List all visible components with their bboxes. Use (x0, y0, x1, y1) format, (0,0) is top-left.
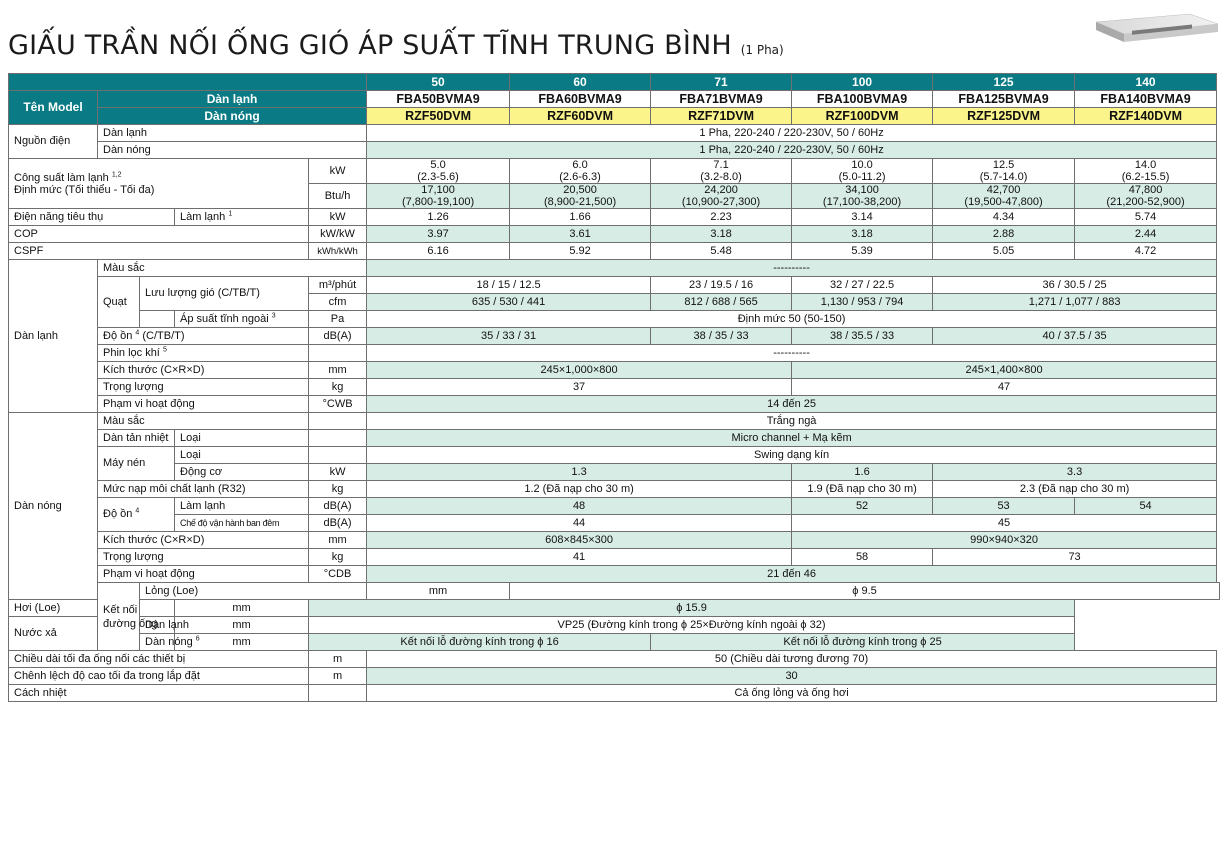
indoor-model: FBA71BVMA9 (651, 91, 792, 108)
max-length-row (9, 651, 1220, 668)
power-input-sup: 1 (228, 209, 233, 217)
outdoor-weight-row (9, 549, 1220, 566)
comp-motor-value: 3.3 (933, 464, 1217, 481)
airflow-label: Lưu lượng gió (C/TB/T) (140, 277, 309, 311)
capacity-btu-cell (792, 184, 933, 209)
indoor-model: FBA100BVMA9 (792, 91, 933, 108)
indoor-color-row (9, 260, 1220, 277)
comp-label: Máy nén (98, 447, 175, 481)
model-header (9, 91, 98, 125)
comp-type-label: Loại (175, 447, 309, 464)
drain-indoor-value: VP25 (Đường kính trong ϕ 25×Đường kính ngoài ϕ 32) (309, 617, 1075, 634)
gas-value: ϕ 15.9 (309, 600, 1075, 617)
capacity-kw-cell (933, 159, 1075, 184)
indoor-color-label: Màu sắc (98, 260, 367, 277)
capacity-btu-range: (8,900-21,500) (543, 196, 617, 208)
capacity-btu-range: (19,500-47,800) (964, 196, 1043, 208)
airflow-unit-m3: m³/phút (309, 277, 367, 294)
power-input-value: 5.74 (1075, 209, 1217, 226)
airflow-cfm-value: 1,271 / 1,077 / 883 (933, 294, 1217, 311)
capacity-kw-cell (792, 159, 933, 184)
drain-outdoor-label-text: Dàn nóng (145, 635, 193, 648)
hx-type-label: Loại (175, 430, 309, 447)
capacity-kw: 10.0 (851, 159, 873, 171)
ceiling-duct-unit-image (1092, 6, 1220, 46)
hx-row (9, 430, 1220, 447)
size-row-blank (9, 74, 367, 91)
outdoor-noise-cool-unit: dB(A) (309, 498, 367, 515)
indoor-weight-row (9, 379, 1220, 396)
filter-sup: 5 (162, 345, 167, 353)
outdoor-color-row (9, 413, 1220, 430)
outdoor-model: RZF71DVM (651, 108, 792, 125)
indoor-noise-unit: dB(A) (309, 328, 367, 345)
capacity-kw-range: (2.6-6.3) (559, 171, 601, 183)
indoor-range-row (9, 396, 1220, 413)
airflow-m3-value: 32 / 27 / 22.5 (792, 277, 933, 294)
outdoor-dims-row (9, 532, 1220, 549)
drain-label: Nước xả (9, 617, 140, 651)
capacity-kw-cell (1075, 159, 1217, 184)
indoor-model: FBA60BVMA9 (510, 91, 651, 108)
outdoor-noise-sup: 4 (135, 507, 140, 515)
gas-row (9, 600, 1220, 617)
cspf-value: 5.92 (510, 243, 651, 260)
outdoor-noise-night-value: 45 (792, 515, 1217, 532)
outdoor-noise-label-text: Độ ồn (103, 508, 133, 520)
cop-value: 2.44 (1075, 226, 1217, 243)
refrigerant-row (9, 481, 1220, 498)
outdoor-noise-cool-value: 54 (1075, 498, 1217, 515)
gas-unit: mm (175, 600, 309, 617)
indoor-weight-unit: kg (309, 379, 367, 396)
capacity-kw-row (9, 159, 1220, 184)
indoor-noise-row (9, 328, 1220, 345)
power-outdoor-label: Dàn nóng (98, 142, 367, 159)
outdoor-noise-night-label: Chế độ vận hành ban đêm (175, 515, 309, 532)
insulation-value: Cả ống lỏng và ống hơi (367, 685, 1217, 702)
size-row (9, 74, 1220, 91)
outdoor-range-unit: °CDB (309, 566, 367, 583)
capacity-btu-cell (367, 184, 510, 209)
refrigerant-value: 1.9 (Đã nạp cho 30 m) (792, 481, 933, 498)
capacity-btu: 17,100 (421, 184, 455, 196)
capacity-btu-cell (651, 184, 792, 209)
drain-outdoor-row (9, 634, 1220, 651)
max-length-label: Chiều dài tối đa ống nối các thiết bị (9, 651, 309, 668)
title-phase: (1 Pha) (740, 43, 784, 57)
esp-blank (140, 311, 175, 328)
capacity-btu-range: (17,100-38,200) (822, 196, 902, 208)
power-input-sub (175, 209, 309, 226)
capacity-btu: 34,100 (845, 184, 879, 196)
capacity-btu: 42,700 (986, 184, 1021, 196)
capacity-sup: 1,2 (111, 170, 122, 178)
esp-value: Định mức 50 (50-150) (367, 311, 1217, 328)
refrigerant-value: 1.2 (Đã nạp cho 30 m) (367, 481, 792, 498)
cop-value: 3.61 (510, 226, 651, 243)
hx-label: Dàn tản nhiệt (98, 430, 175, 447)
indoor-dims-unit: mm (309, 362, 367, 379)
filter-value: ---------- (367, 345, 1217, 362)
outdoor-noise-night-row (9, 515, 1220, 532)
power-input-value: 2.23 (651, 209, 792, 226)
outdoor-model: RZF100DVM (792, 108, 933, 125)
indoor-model-row (9, 91, 1220, 108)
comp-motor-unit: kW (309, 464, 367, 481)
comp-type-value: Swing dạng kín (367, 447, 1217, 464)
max-height-label: Chênh lệch độ cao tối đa trong lắp đặt (9, 668, 309, 685)
capacity-label-1: Công suất làm lạnh (14, 171, 109, 184)
airflow-cfm-value: 812 / 688 / 565 (651, 294, 792, 311)
liquid-label: Lỏng (Loe) (140, 583, 367, 600)
hx-unit (309, 430, 367, 447)
capacity-kw-range: (5.0-11.2) (838, 171, 886, 183)
indoor-noise-sup: 4 (135, 328, 140, 336)
cop-label: COP (9, 226, 309, 243)
indoor-model: FBA140BVMA9 (1075, 91, 1217, 108)
power-input-value: 1.26 (367, 209, 510, 226)
capacity-unit-btu: Btu/h (309, 184, 367, 209)
power-input-value: 4.34 (933, 209, 1075, 226)
outdoor-model: RZF50DVM (367, 108, 510, 125)
power-input-row (9, 209, 1220, 226)
indoor-noise-value: 38 / 35.5 / 33 (792, 328, 933, 345)
max-length-unit: m (309, 651, 367, 668)
cspf-label: CSPF (9, 243, 309, 260)
fan-label: Quạt (98, 277, 140, 328)
outdoor-noise-cool-value: 48 (367, 498, 792, 515)
outdoor-model: RZF60DVM (510, 108, 651, 125)
cop-value: 3.97 (367, 226, 510, 243)
outdoor-range-value: 21 đến 46 (367, 566, 1217, 583)
cop-value: 2.88 (933, 226, 1075, 243)
size-60: 60 (510, 74, 651, 91)
spec-table (8, 73, 1220, 702)
outdoor-header: Dàn nóng (98, 108, 367, 125)
size-100: 100 (792, 74, 933, 91)
airflow-m3-value: 18 / 15 / 12.5 (367, 277, 651, 294)
outdoor-dims-value: 608×845×300 (367, 532, 792, 549)
size-50: 50 (367, 74, 510, 91)
indoor-header: Dàn lạnh (98, 91, 367, 108)
outdoor-noise-label (98, 498, 175, 532)
capacity-kw-range: (5.7-14.0) (979, 171, 1028, 183)
power-label: Nguồn điện (9, 125, 98, 159)
drain-indoor-label: Dàn lạnh (140, 617, 175, 634)
outdoor-noise-cool-value: 52 (792, 498, 933, 515)
capacity-kw-range: (6.2-15.5) (1121, 171, 1170, 183)
size-140: 140 (1075, 74, 1217, 91)
max-height-row (9, 668, 1220, 685)
indoor-weight-value: 47 (792, 379, 1217, 396)
insulation-unit (309, 685, 367, 702)
esp-label (175, 311, 309, 328)
comp-motor-value: 1.3 (367, 464, 792, 481)
liquid-row (9, 583, 1220, 600)
power-outdoor-value: 1 Pha, 220-240 / 220-230V, 50 / 60Hz (367, 142, 1217, 159)
cop-row (9, 226, 1220, 243)
size-71: 71 (651, 74, 792, 91)
capacity-kw: 6.0 (572, 159, 588, 171)
capacity-kw-range: (3.2-8.0) (700, 171, 742, 183)
cop-unit: kW/kW (309, 226, 367, 243)
indoor-dims-value: 245×1,000×800 (367, 362, 792, 379)
cspf-value: 6.16 (367, 243, 510, 260)
capacity-btu-cell (1075, 184, 1217, 209)
indoor-weight-value: 37 (367, 379, 792, 396)
page-title (8, 30, 784, 61)
esp-unit: Pa (309, 311, 367, 328)
outdoor-model: RZF140DVM (1075, 108, 1217, 125)
power-input-unit: kW (309, 209, 367, 226)
power-input-value: 1.66 (510, 209, 651, 226)
capacity-label-2: Định mức (Tối thiểu - Tối đa) (14, 183, 155, 196)
power-indoor-row (9, 125, 1220, 142)
power-input-sub-label: Làm lạnh (180, 210, 226, 223)
refrigerant-unit: kg (309, 481, 367, 498)
indoor-noise-value: 38 / 35 / 33 (651, 328, 792, 345)
power-input-value: 3.14 (792, 209, 933, 226)
capacity-btu-range: (7,800-19,100) (401, 196, 475, 208)
refrigerant-label: Mức nạp môi chất lạnh (R32) (98, 481, 309, 498)
outdoor-weight-value: 73 (933, 549, 1217, 566)
outdoor-dims-value: 990×940×320 (792, 532, 1217, 549)
cop-value: 3.18 (792, 226, 933, 243)
power-indoor-value: 1 Pha, 220-240 / 220-230V, 50 / 60Hz (367, 125, 1217, 142)
drain-indoor-unit: mm (175, 617, 309, 634)
capacity-btu: 47,800 (1128, 184, 1163, 196)
outdoor-model: RZF125DVM (933, 108, 1075, 125)
insulation-row (9, 685, 1220, 702)
indoor-dims-label: Kích thước (C×R×D) (98, 362, 309, 379)
max-height-unit: m (309, 668, 367, 685)
outdoor-section-label: Dàn nóng (9, 413, 98, 600)
drain-outdoor-value: Kết nối lỗ đường kính trong ϕ 25 (651, 634, 1075, 651)
max-length-value: 50 (Chiều dài tương đương 70) (367, 651, 1217, 668)
indoor-noise-label (98, 328, 309, 345)
indoor-model: FBA50BVMA9 (367, 91, 510, 108)
refrigerant-value: 2.3 (Đã nạp cho 30 m) (933, 481, 1217, 498)
capacity-btu-cell (933, 184, 1075, 209)
size-125: 125 (933, 74, 1075, 91)
cop-value: 3.18 (651, 226, 792, 243)
airflow-m3-value: 36 / 30.5 / 25 (933, 277, 1217, 294)
cspf-unit: kWh/kWh (309, 243, 367, 260)
outdoor-noise-cool-label: Làm lạnh (175, 498, 309, 515)
outdoor-dims-unit: mm (309, 532, 367, 549)
comp-motor-value: 1.6 (792, 464, 933, 481)
piping-label-1: Kết nối (103, 603, 138, 616)
filter-label (98, 345, 309, 362)
power-input-label: Điện năng tiêu thụ (9, 209, 175, 226)
outdoor-noise-cool-row (9, 498, 1220, 515)
gas-label: Hơi (Loe) (9, 600, 175, 617)
outdoor-color-unit (309, 413, 367, 430)
airflow-m3-value: 23 / 19.5 / 16 (651, 277, 792, 294)
drain-outdoor-value: Kết nối lỗ đường kính trong ϕ 16 (309, 634, 651, 651)
airflow-m3-row (9, 277, 1220, 294)
comp-motor-row (9, 464, 1220, 481)
liquid-value: ϕ 9.5 (510, 583, 1220, 600)
indoor-color-value: ---------- (367, 260, 1217, 277)
outdoor-noise-night-value: 44 (367, 515, 792, 532)
airflow-unit-cfm: cfm (309, 294, 367, 311)
insulation-label: Cách nhiệt (9, 685, 309, 702)
piping-label-2: đường ống (103, 617, 158, 630)
esp-sup: 3 (271, 311, 276, 319)
outdoor-color-value: Trắng ngà (367, 413, 1217, 430)
capacity-btu: 20,500 (563, 184, 597, 196)
outdoor-weight-value: 58 (792, 549, 933, 566)
outdoor-weight-label: Trọng lượng (98, 549, 309, 566)
capacity-label (9, 159, 309, 209)
cspf-value: 4.72 (1075, 243, 1217, 260)
filter-label-text: Phin lọc khí (103, 346, 160, 359)
model-header-label: Tên Model (23, 100, 83, 114)
power-outdoor-row (9, 142, 1220, 159)
cspf-row (9, 243, 1220, 260)
capacity-kw: 12.5 (992, 159, 1015, 171)
outdoor-noise-night-unit: dB(A) (309, 515, 367, 532)
capacity-kw: 7.1 (713, 159, 729, 171)
indoor-range-label: Phạm vi hoạt động (98, 396, 309, 413)
capacity-kw: 5.0 (430, 159, 446, 171)
esp-label-text: Áp suất tĩnh ngoài (180, 312, 269, 325)
outdoor-noise-cool-value: 53 (933, 498, 1075, 515)
capacity-kw-range: (2.3-5.6) (417, 171, 459, 183)
indoor-noise-value: 40 / 37.5 / 35 (933, 328, 1217, 345)
indoor-section-label: Dàn lạnh (9, 260, 98, 413)
capacity-btu-range: (10,900-27,300) (681, 196, 761, 208)
indoor-range-value: 14 đến 25 (367, 396, 1217, 413)
esp-row (9, 311, 1220, 328)
indoor-dims-row (9, 362, 1220, 379)
capacity-btu: 24,200 (704, 184, 738, 196)
outdoor-dims-label: Kích thước (C×R×D) (98, 532, 309, 549)
comp-type-row (9, 447, 1220, 464)
comp-motor-label: Động cơ (175, 464, 309, 481)
cspf-value: 5.48 (651, 243, 792, 260)
indoor-weight-label: Trọng lượng (98, 379, 309, 396)
capacity-unit-kw: kW (309, 159, 367, 184)
power-indoor-label: Dàn lạnh (98, 125, 367, 142)
indoor-noise-value: 35 / 33 / 31 (367, 328, 651, 345)
outdoor-range-row (9, 566, 1220, 583)
capacity-btu-range: (21,200-52,900) (1106, 196, 1185, 208)
capacity-btu-cell (510, 184, 651, 209)
title-main: GIẤU TRẦN NỐI ỐNG GIÓ ÁP SUẤT TĨNH TRUNG BÌNH (8, 30, 732, 61)
liquid-unit: mm (367, 583, 510, 600)
drain-indoor-row (9, 617, 1220, 634)
outdoor-color-label: Màu sắc (98, 413, 309, 430)
capacity-kw-cell (651, 159, 792, 184)
capacity-kw-cell (367, 159, 510, 184)
indoor-range-unit: °CWB (309, 396, 367, 413)
airflow-cfm-value: 635 / 530 / 441 (367, 294, 651, 311)
indoor-noise-label-text: Độ ồn (103, 329, 133, 342)
outdoor-range-label: Phạm vi hoạt động (98, 566, 309, 583)
indoor-noise-label-2: (C/TB/T) (142, 329, 185, 342)
filter-unit (309, 345, 367, 362)
max-height-value: 30 (367, 668, 1217, 685)
capacity-kw-cell (510, 159, 651, 184)
drain-outdoor-sup: 6 (195, 634, 200, 642)
comp-type-unit (309, 447, 367, 464)
indoor-dims-value: 245×1,400×800 (792, 362, 1217, 379)
cspf-value: 5.05 (933, 243, 1075, 260)
hx-value: Micro channel + Mạ kẽm (367, 430, 1217, 447)
airflow-cfm-value: 1,130 / 953 / 794 (792, 294, 933, 311)
cspf-value: 5.39 (792, 243, 933, 260)
outdoor-weight-value: 41 (367, 549, 792, 566)
filter-row (9, 345, 1220, 362)
outdoor-model-row (9, 108, 1220, 125)
drain-outdoor-label (140, 634, 200, 651)
capacity-kw: 14.0 (1134, 159, 1157, 171)
drain-outdoor-unit: mm (175, 634, 309, 651)
outdoor-weight-unit: kg (309, 549, 367, 566)
indoor-model: FBA125BVMA9 (933, 91, 1075, 108)
